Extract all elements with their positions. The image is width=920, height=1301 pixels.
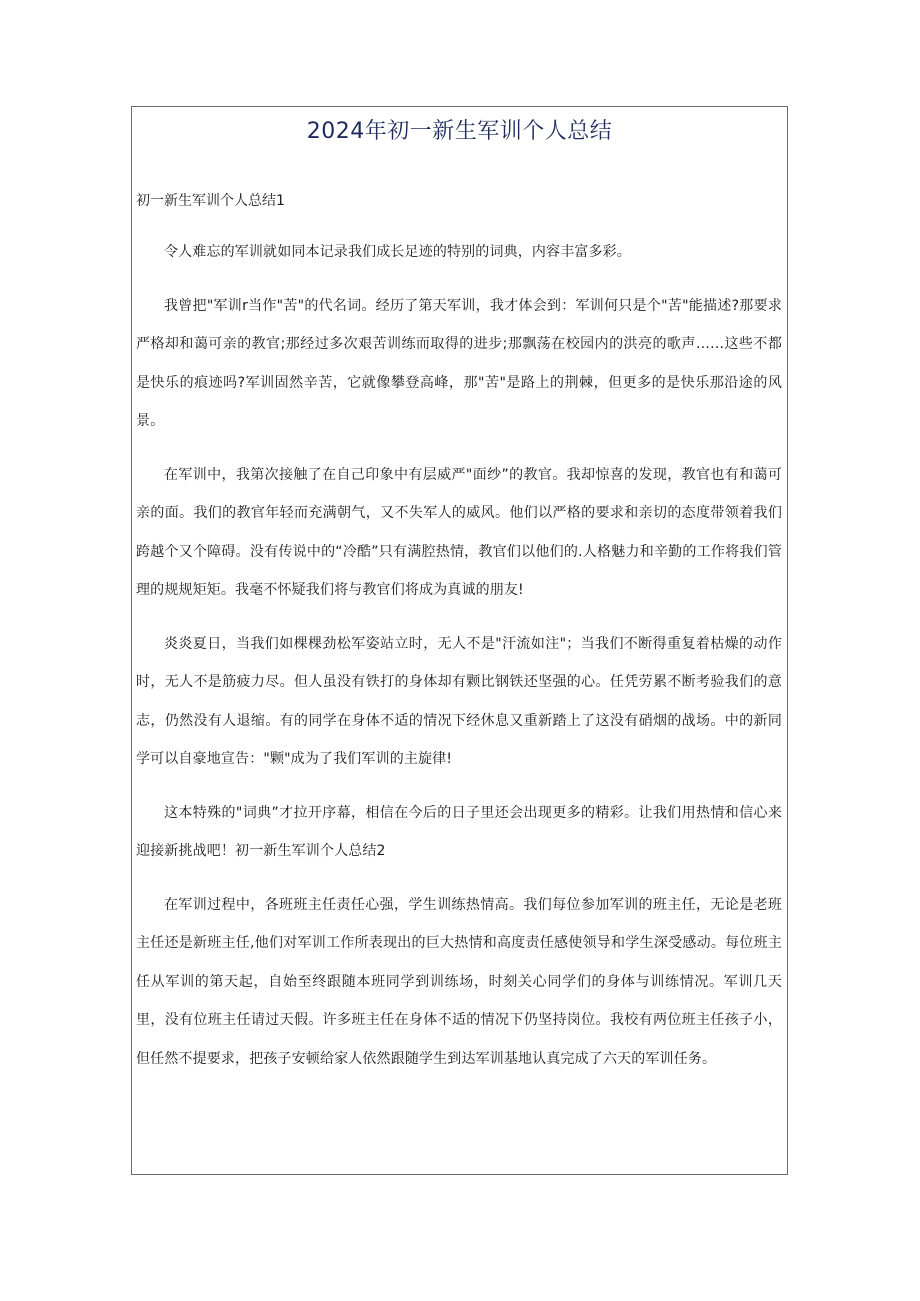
document-title: 2024年初一新生军训个人总结 <box>306 119 613 144</box>
paragraph: 在军训中，我第次接触了在自己印象中有层威严"面纱”的教官。我却惊喜的发现，教官也有和蔼可亲的面。我们的教官年轻而充满朝气，又不失军人的威风。他们以严格的要求和亲切的态度带领着我们跨越个又个障碍。没有传说中的“冷酷”只有满腔热情，教官们以他们的.人格魅力和辛勤的工作将我们管理的规规矩矩。我毫不怀疑我们将与教官们将成为真诚的朋友! <box>136 466 782 598</box>
section-heading: 初一新生军训个人总结1 <box>136 193 285 209</box>
paragraph: 炎炎夏日，当我们如棵棵劲松军姿站立时，无人不是"汗流如注"；当我们不断得重复着枯燥的动作时，无人不是筋疲力尽。但人虽没有铁打的身体却有颗比钢铁还坚强的心。任凭劳累不断考验我们的意志，仍然没有人退缩。有的同学在身体不适的情况下经休息又重新踏上了这没有硝烟的战场。中的新同学可以自豪地宣告："颗"成为了我们军训的主旋律! <box>136 635 782 767</box>
paragraph: 我曾把"军训r当作"苦"的代名词。经历了第天军训，我才体会到：军训何只是个"苦"能描述?那要求严格却和蔼可亲的教官;那经过多次艰苦训练而取得的进步;那飘荡在校园内的洪亮的歌声……这些不都是快乐的痕迹吗?军训固然辛苦，它就像攀登高峰，那"苦"是路上的荆棘，但更多的是快乐那沿途的风景。 <box>136 297 782 429</box>
paragraph: 在军训过程中，各班班主任责任心强，学生训练热情高。我们每位参加军训的班主任，无论是老班主任还是新班主任,他们对军训工作所表现出的巨大热情和高度责任感使领导和学生深受感动。每位班主任从军训的第天起，自始至终跟随本班同学到训练场，时刻关心同学们的身体与训练情况。军训几天里，没有位班主任请过天假。许多班主任在身体不适的情况下仍坚持岗位。我校有两位班主任孩子小，但任然不提要求，把孩子安顿给家人依然跟随学生到达军训基地认真完成了六天的军训任务。 <box>136 896 782 1067</box>
paragraph: 令人难忘的军训就如同本记录我们成长足迹的特别的词典，内容丰富多彩。 <box>164 244 631 260</box>
document-page <box>131 106 788 1175</box>
document-body <box>136 185 782 1078</box>
paragraph: 这本特殊的"词典”才拉开序幕，相信在今后的日子里还会出现更多的精彩。让我们用热情和信心来迎接新挑战吧！初一新生军训个人总结2 <box>136 804 782 859</box>
